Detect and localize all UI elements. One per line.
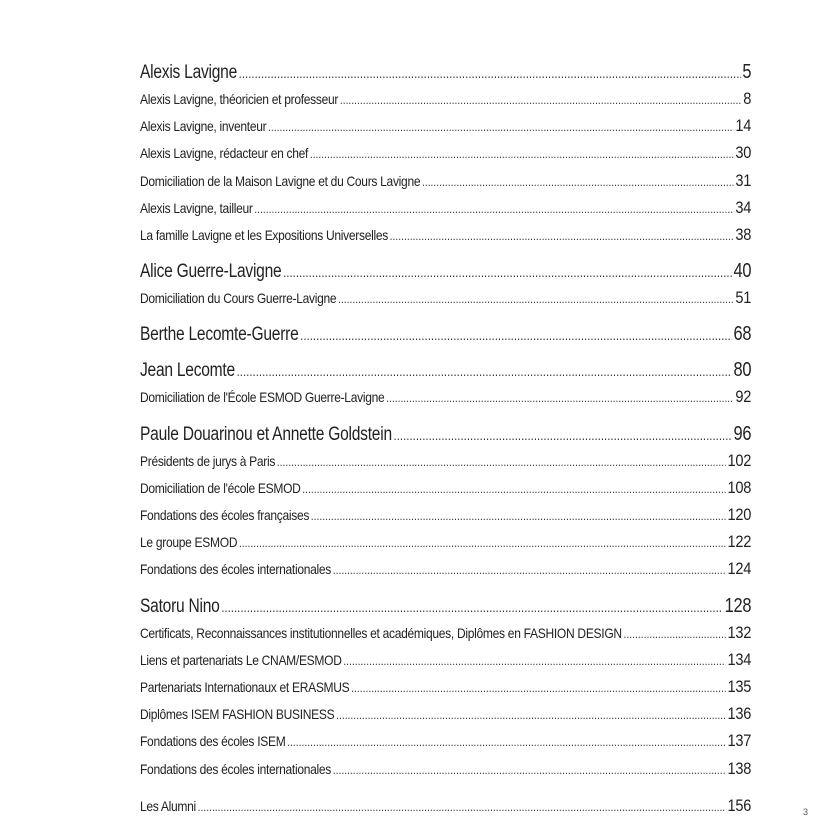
- toc-entry-title: Alexis Lavigne, théoricien et professeur: [140, 91, 339, 107]
- dot-leader: [340, 88, 742, 113]
- toc-subentry: [140, 384, 751, 411]
- toc-section-entry: [140, 322, 751, 348]
- toc-subentry: [140, 475, 751, 502]
- dot-leader: [254, 197, 733, 222]
- toc-entry-title: Certificats, Reconnaissances institutionnelles et académiques, Diplômes en FASHION DESIGN: [140, 624, 622, 641]
- toc-subentry: [140, 701, 751, 728]
- toc-entry-title: Les Alumni: [140, 797, 196, 814]
- toc-entry-page: 92: [735, 387, 752, 407]
- toc-subentry: [140, 285, 751, 312]
- toc-entry-title: La famille Lavigne et les Expositions Universelles: [140, 227, 388, 244]
- toc-entry-page: 156: [727, 795, 752, 815]
- table-of-contents: [140, 60, 751, 820]
- toc-entry-page: 96: [733, 422, 752, 445]
- toc-entry-title: Domiciliation de l'école ESMOD: [140, 479, 301, 496]
- toc-entry-page: 102: [727, 450, 752, 470]
- toc-subentry: [140, 556, 751, 583]
- toc-entry-title: Alexis Lavigne, tailleur: [140, 199, 253, 216]
- dot-leader: [198, 795, 726, 820]
- toc-subentry: [140, 793, 751, 820]
- toc-entry-page: 8: [743, 89, 752, 108]
- toc-entry-page: 38: [735, 225, 752, 245]
- dot-leader: [343, 649, 725, 674]
- toc-entry-title: Le groupe ESMOD: [140, 534, 238, 551]
- toc-entry-page: 122: [727, 532, 752, 552]
- toc-entry-page: 31: [735, 170, 752, 190]
- dot-leader: [351, 676, 726, 701]
- toc-entry-title: Présidents de jurys à Paris: [140, 452, 276, 469]
- toc-entry-page: 80: [733, 359, 752, 382]
- toc-entry-title: Paule Douarinou et Annette Goldstein: [140, 423, 392, 445]
- toc-entry-page: 51: [735, 288, 752, 308]
- toc-section-entry: [140, 60, 751, 86]
- toc-entry-title: Fondations des écoles ISEM: [140, 733, 286, 750]
- toc-subentry: [140, 620, 751, 647]
- toc-entry-title: Alexis Lavigne, rédacteur en chef: [140, 145, 309, 162]
- toc-entry-page: 128: [724, 594, 752, 617]
- toc-entry-page: 137: [727, 731, 752, 751]
- dot-leader: [390, 224, 734, 249]
- toc-section-entry: [140, 358, 751, 384]
- toc-entry-page: 136: [727, 704, 752, 724]
- toc-subentry: [140, 756, 751, 783]
- toc-subentry: [140, 140, 751, 167]
- toc-entry-page: 134: [727, 649, 752, 669]
- toc-entry-title: Domiciliation de la Maison Lavigne et du Cours Lavigne: [140, 172, 421, 189]
- dot-leader: [336, 703, 726, 728]
- toc-entry-title: Fondations des écoles internationales: [140, 561, 332, 578]
- dot-leader: [624, 622, 726, 647]
- dot-leader: [310, 142, 734, 167]
- toc-subentry: [140, 168, 751, 195]
- toc-entry-title: Domiciliation de l'École ESMOD Guerre-Lavigne: [140, 389, 385, 406]
- toc-subentry: [140, 529, 751, 556]
- toc-entry-title: Jean Lecomte: [140, 360, 235, 382]
- toc-entry-title: Berthe Lecomte-Guerre: [140, 324, 299, 346]
- toc-entry-page: 108: [727, 477, 752, 497]
- toc-entry-title: Fondations des écoles françaises: [140, 507, 310, 524]
- toc-entry-page: 68: [733, 323, 752, 346]
- dot-leader: [338, 287, 734, 312]
- toc-entry-title: Alexis Lavigne: [140, 62, 238, 83]
- dot-leader: [333, 558, 726, 583]
- dot-leader: [300, 323, 732, 348]
- dot-leader: [394, 423, 732, 448]
- dot-leader: [386, 386, 734, 411]
- dot-leader: [239, 531, 726, 556]
- toc-section-entry: [140, 594, 751, 620]
- toc-entry-page: 30: [735, 143, 752, 163]
- toc-subentry: [140, 502, 751, 529]
- dot-leader: [422, 170, 734, 195]
- toc-entry-title: Alice Guerre-Lavigne: [140, 261, 282, 283]
- toc-entry-page: 40: [733, 260, 752, 283]
- page-number: 3: [802, 807, 808, 817]
- dot-leader: [239, 61, 741, 86]
- toc-subentry: [140, 113, 751, 140]
- toc-entry-page: 135: [727, 677, 752, 697]
- toc-entry-title: Partenariats Internationaux et ERASMUS: [140, 679, 350, 696]
- toc-section-entry: [140, 259, 751, 285]
- dot-leader: [302, 477, 725, 502]
- toc-subentry: [140, 728, 751, 755]
- toc-entry-page: 34: [735, 197, 752, 217]
- dot-leader: [221, 595, 723, 620]
- toc-entry-page: 120: [727, 505, 752, 525]
- dot-leader: [268, 115, 734, 140]
- toc-subentry: [140, 86, 751, 113]
- toc-entry-page: 124: [727, 559, 752, 579]
- toc-entry-title: Liens et partenariats Le CNAM/ESMOD: [140, 651, 342, 668]
- dot-leader: [333, 758, 726, 783]
- toc-subentry: [140, 647, 751, 674]
- dot-leader: [311, 504, 726, 529]
- toc-subentry: [140, 222, 751, 249]
- dot-leader: [277, 450, 726, 475]
- toc-entry-page: 132: [727, 622, 752, 642]
- toc-entry-title: Alexis Lavigne, inventeur: [140, 118, 267, 135]
- toc-entry-title: Diplômes ISEM FASHION BUSINESS: [140, 706, 335, 723]
- toc-entry-page: 138: [727, 758, 752, 778]
- toc-subentry: [140, 448, 751, 475]
- toc-entry-title: Domiciliation du Cours Guerre-Lavigne: [140, 290, 337, 307]
- toc-entry-title: Satoru Nino: [140, 595, 220, 617]
- toc-entry-title: Fondations des écoles internationales: [140, 760, 332, 777]
- dot-leader: [283, 260, 732, 285]
- toc-entry-page: 14: [735, 116, 752, 136]
- toc-entry-page: 5: [742, 61, 752, 83]
- dot-leader: [287, 730, 726, 755]
- toc-subentry: [140, 195, 751, 222]
- toc-section-entry: [140, 422, 751, 448]
- dot-leader: [237, 359, 732, 384]
- toc-subentry: [140, 674, 751, 701]
